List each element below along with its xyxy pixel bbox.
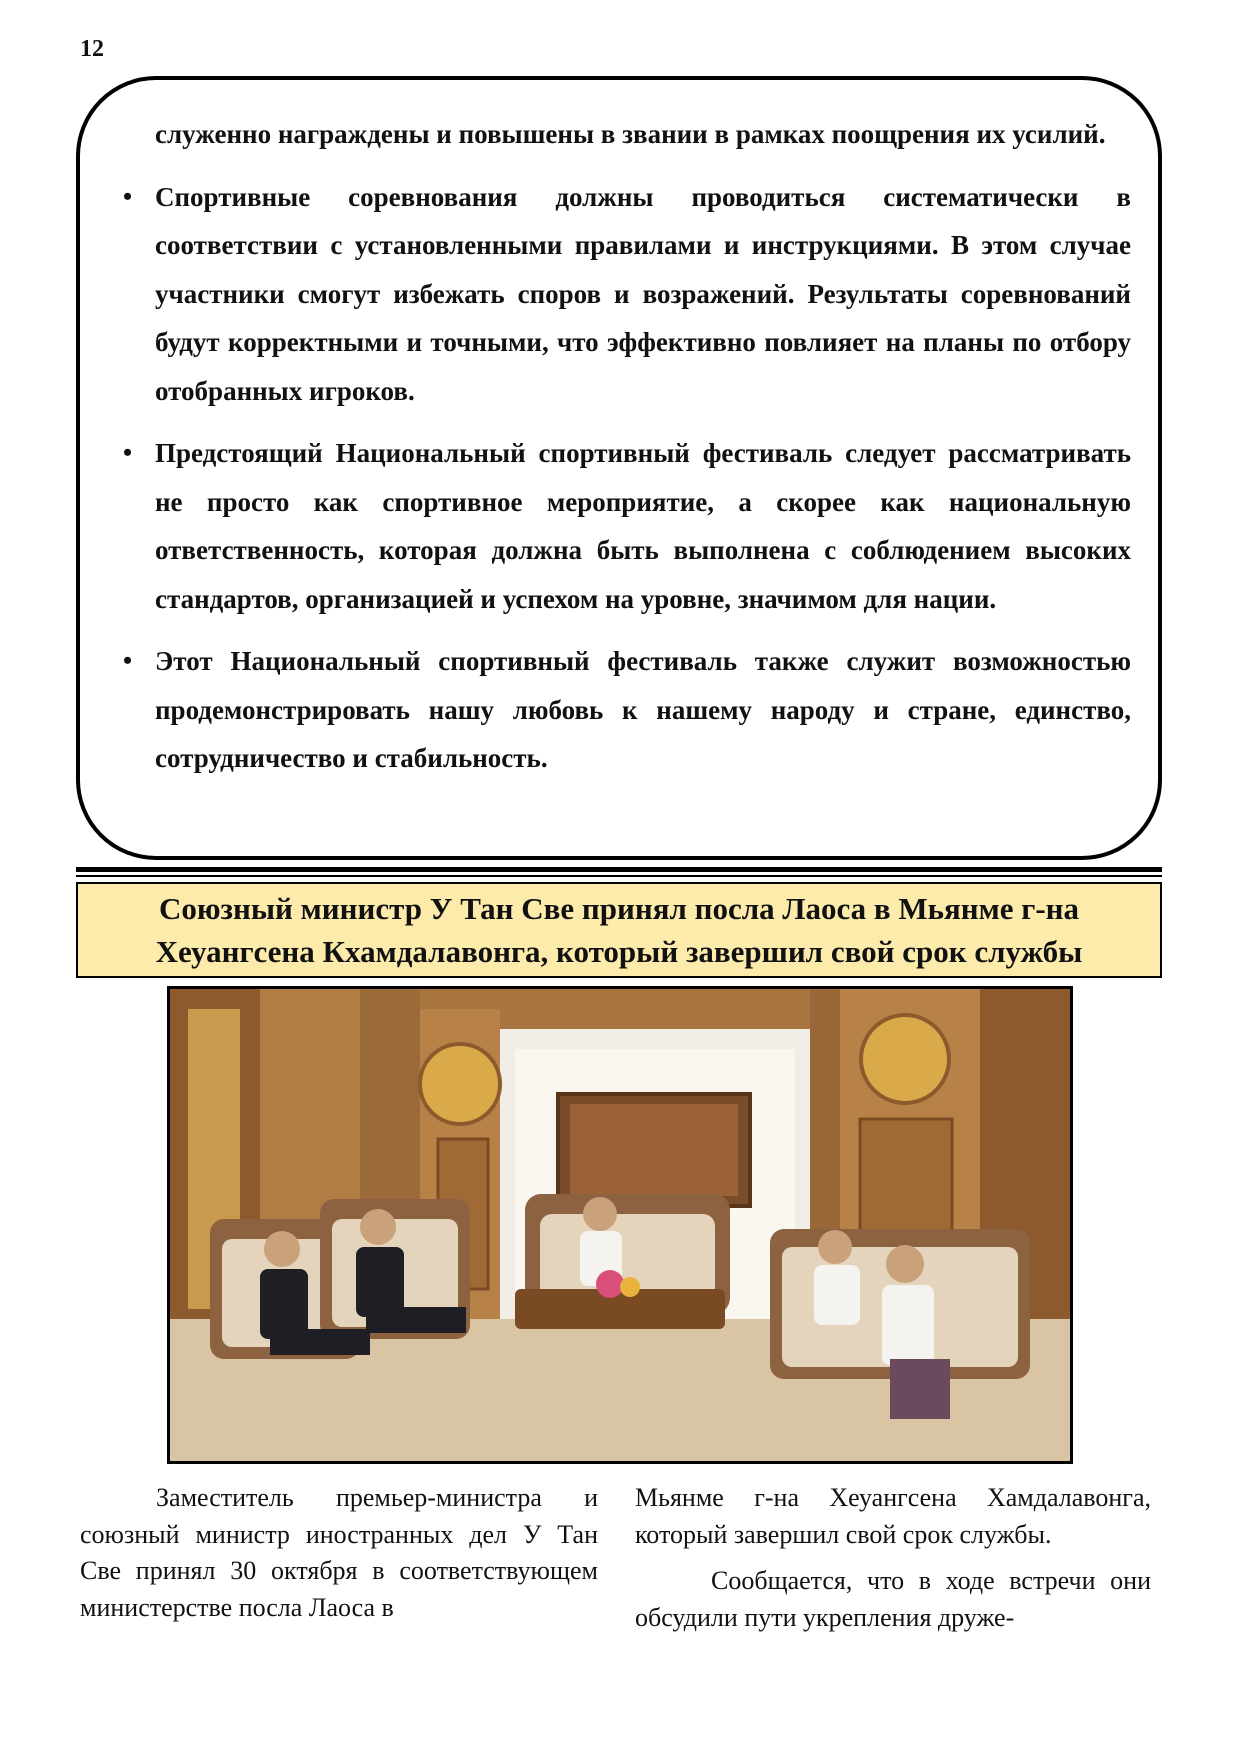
page-number: 12 [80, 36, 104, 62]
article-left-column [80, 1480, 598, 1626]
section-divider-thin [76, 875, 1162, 877]
bullet-item [123, 429, 1131, 623]
bullet-icon: • [123, 646, 133, 675]
article-headline-box [76, 882, 1162, 978]
article-right-column [635, 1480, 1151, 1636]
continued-paragraph: служенно награждены и повышены в звании в рамках поощрения их усилий. [155, 119, 1106, 149]
bullet-icon: • [123, 438, 133, 467]
bullet-list [123, 173, 1131, 783]
bullet-text: Спортивные соревнования должны проводиться систематически в соответствии с установленными правилами и инструкциями. В этом случае участники смогут избежать споров и возражений. Результаты соревнований будут корректными и точными, что эффективно повлияет на планы по отбору отобранных игроков. [155, 181, 1131, 406]
bullet-item [123, 637, 1131, 783]
bullet-item [123, 173, 1131, 416]
article-paragraph: Мьянме г-на Хеуангсена Хамдалавонга, который завершил свой срок службы. [635, 1483, 1151, 1549]
bullet-icon: • [123, 181, 133, 211]
article-paragraph: Сообщается, что в ходе встречи они обсудили пути укрепления друже- [635, 1566, 1151, 1632]
meeting-photo [167, 986, 1073, 1464]
article-headline: Союзный министр У Тан Све принял посла Лаоса в Мьянме г-на Хеуангсена Кхамдалавонга, который завершил свой срок службы [155, 891, 1083, 969]
summary-box [76, 76, 1162, 860]
article-paragraph: Заместитель премьер-министра и союзный министр иностранных дел У Тан Све принял 30 октября в соответствующем министерстве посла Лаоса в [80, 1483, 598, 1622]
bullet-text: Предстоящий Национальный спортивный фестиваль следует рассматривать не просто как спортивное мероприятие, а скорее как национальную ответственность, которая должна быть выполнена с соблюдением высоких стандартов, организацией и успехом на уровне, значимом для нации. [155, 438, 1131, 614]
summary-box-content [123, 110, 1131, 797]
bullet-text: Этот Национальный спортивный фестиваль также служит возможностью продемонстрировать нашу любовь к нашему народу и стране, единство, сотрудничество и стабильность. [155, 646, 1131, 773]
section-divider [76, 867, 1162, 872]
